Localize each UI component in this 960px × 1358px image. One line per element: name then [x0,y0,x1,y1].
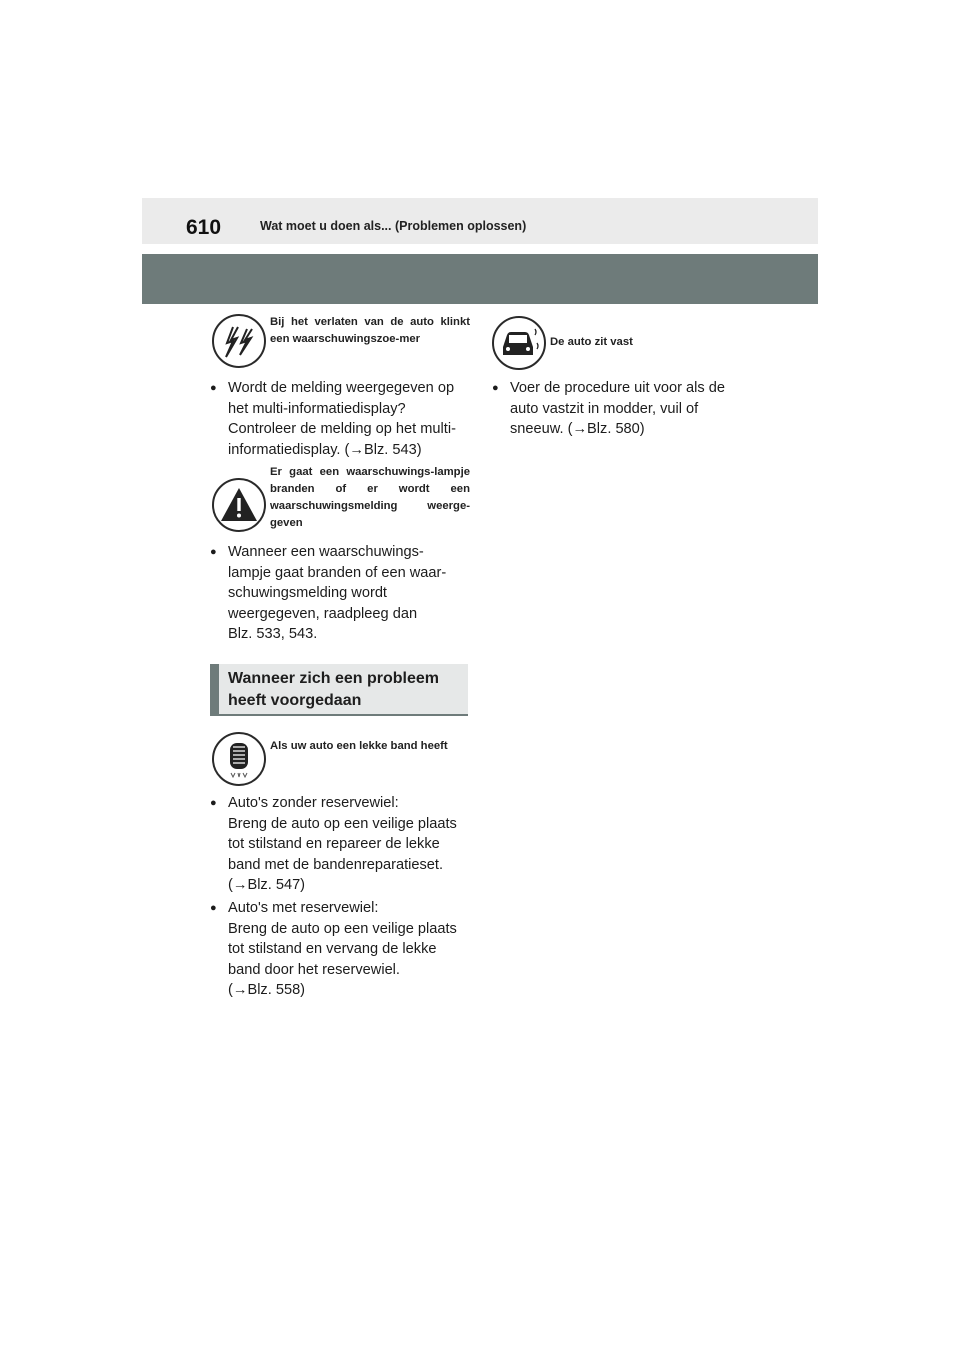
caption-flat-tire: Als uw auto een lekke band heeft [270,740,448,752]
flat-tire-icon [212,732,266,786]
bullet-stuck [492,378,770,440]
caption-buzzer: Bij het verlaten van de auto klinkt een waarschuwingszoe-mer [270,316,470,345]
bullet-text: ● Auto's met reservewiel: Breng de auto op een veilige plaats tot stilstand en vervang de lekke band door het reservewiel. (→Blz. 558) [228,900,457,998]
bullet-spare [210,898,488,1001]
buzzer-warning-icon [212,314,266,368]
icon-row-stuck [492,316,750,370]
bullet-buzzer [210,378,488,460]
caption-warning: Er gaat een waarschuwings-lampje branden of er wordt een waarschuwingsmelding weerge-geven [270,466,470,529]
icon-row-buzzer [212,314,470,368]
bullet-no-spare [210,793,488,896]
page-number: 610 [186,216,222,239]
chapter-title: Wat moet u doen als... (Problemen oplossen) [260,219,527,233]
bullet-text: ● Voer de procedure uit voor als de auto vastzit in modder, vuil of sneeuw. (→Blz. 580) [510,380,725,437]
bullet-text: ● Wanneer een waarschuwings- lampje gaat branden of een waar- schuwingsmelding wordt weergegeven, raadpleeg dan Blz. 533, 543. [228,544,447,642]
icon-row-warning [212,464,470,532]
icon-row-flat-tire [212,732,470,786]
stuck-car-icon [492,316,546,370]
warning-triangle-icon [212,478,266,532]
bullet-text: ● Auto's zonder reservewiel: Breng de auto op een veilige plaats tot stilstand en repareer de lekke band met de bandenreparatieset. (→Blz. 547) [228,795,457,893]
bullet-warning [210,542,488,645]
caption-stuck: De auto zit vast [550,336,633,348]
bullet-text: ● Wordt de melding weergegeven op het multi-informatiedisplay? Controleer de melding op het multi- informatiedisplay. (→Blz. 543) [228,380,456,458]
section-band [142,254,818,304]
section-heading: Wanneer zich een probleem heeft voorgedaan [210,664,468,716]
